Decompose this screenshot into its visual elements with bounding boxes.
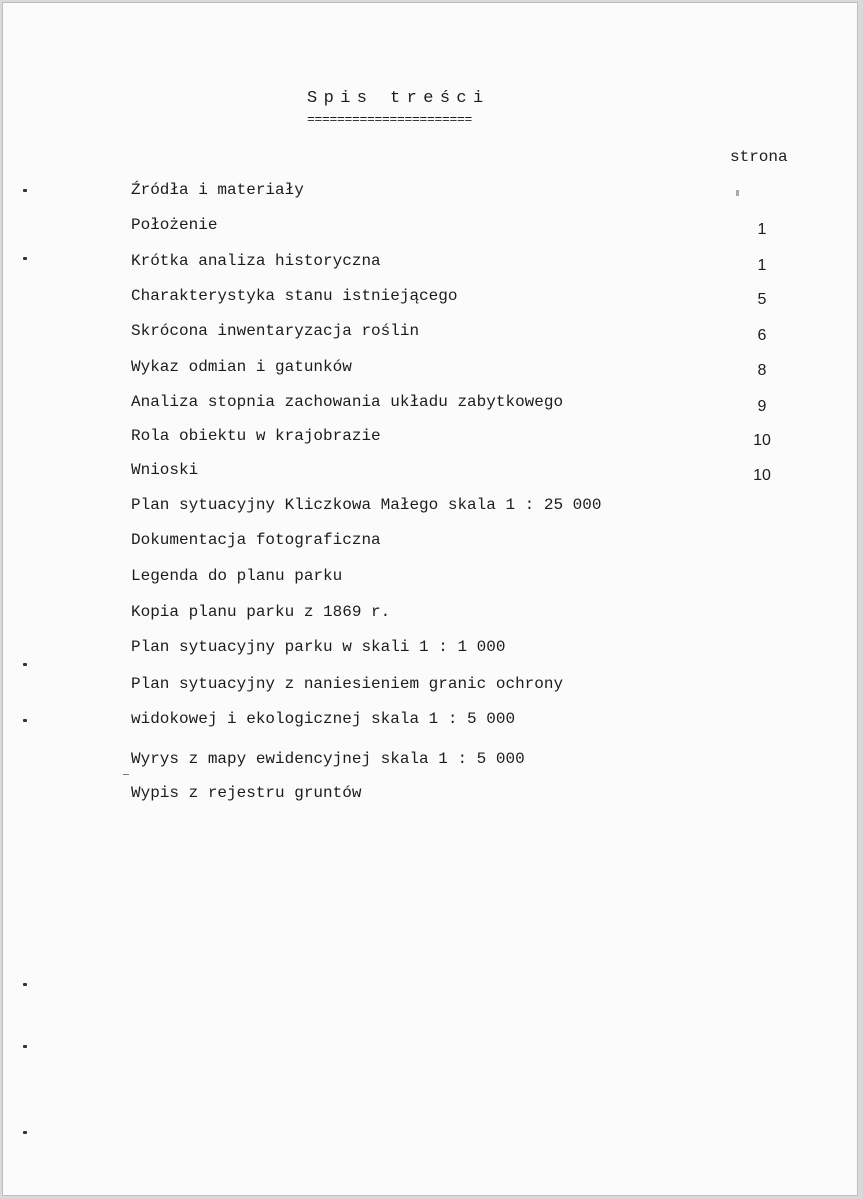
toc-entry-text: Wypis z rejestru gruntów: [131, 784, 362, 802]
toc-entry-text: Skrócona inwentaryzacja roślin: [131, 322, 420, 340]
document-page: [2, 2, 858, 1196]
page-title: Spis treści: [307, 89, 490, 108]
toc-entry-page: 8: [757, 362, 767, 379]
toc-entry-text: Plan sytuacyjny Kliczkowa Małego skala 1 : 25 000: [131, 496, 602, 514]
toc-entry-text: Wyrys z mapy ewidencyjnej skala 1 : 5 000: [131, 750, 525, 768]
toc-entry-text: Wykaz odmian i gatunków: [131, 358, 352, 376]
toc-entry-text: Wnioski: [131, 461, 199, 479]
toc-entry-text: Plan sytuacyjny parku w skali 1 : 1 000: [131, 638, 506, 656]
toc-entry-text: widokowej i ekologicznej skala 1 : 5 000: [131, 710, 516, 728]
toc-entry-text: Położenie: [131, 216, 218, 234]
scan-mark: [23, 1131, 27, 1134]
toc-entry-page: 10: [753, 432, 771, 449]
toc-entry-page: 1: [757, 257, 767, 274]
toc-entry-text: Rola obiektu w krajobrazie: [131, 427, 381, 445]
scan-mark: [123, 774, 129, 775]
page-column-header: strona: [730, 148, 788, 166]
toc-entry-page: 5: [757, 291, 767, 308]
scan-mark: [23, 663, 27, 666]
toc-entry-text: Krótka analiza historyczna: [131, 252, 381, 270]
title-underline: ======================: [307, 112, 473, 127]
scan-mark: [736, 190, 739, 196]
toc-entry-text: Dokumentacja fotograficzna: [131, 531, 381, 549]
toc-entry-text: Plan sytuacyjny z naniesieniem granic ochrony: [131, 675, 564, 693]
toc-entry-text: Charakterystyka stanu istniejącego: [131, 287, 458, 305]
scan-mark: [23, 983, 27, 986]
scan-mark: [23, 719, 27, 722]
toc-entry-page: 9: [757, 398, 767, 415]
toc-entry-text: Legenda do planu parku: [131, 567, 343, 585]
toc-entry-text: Kopia planu parku z 1869 r.: [131, 603, 391, 621]
toc-entry-text: Źródła i materiały: [131, 181, 304, 199]
scan-mark: [23, 257, 27, 260]
toc-entry-page: 6: [757, 327, 767, 344]
toc-entry-page: 10: [753, 467, 771, 484]
scan-mark: [23, 1045, 27, 1048]
toc-entry-text: Analiza stopnia zachowania układu zabytkowego: [131, 393, 564, 411]
toc-entry-page: 1: [757, 221, 767, 238]
scan-mark: [23, 189, 27, 192]
